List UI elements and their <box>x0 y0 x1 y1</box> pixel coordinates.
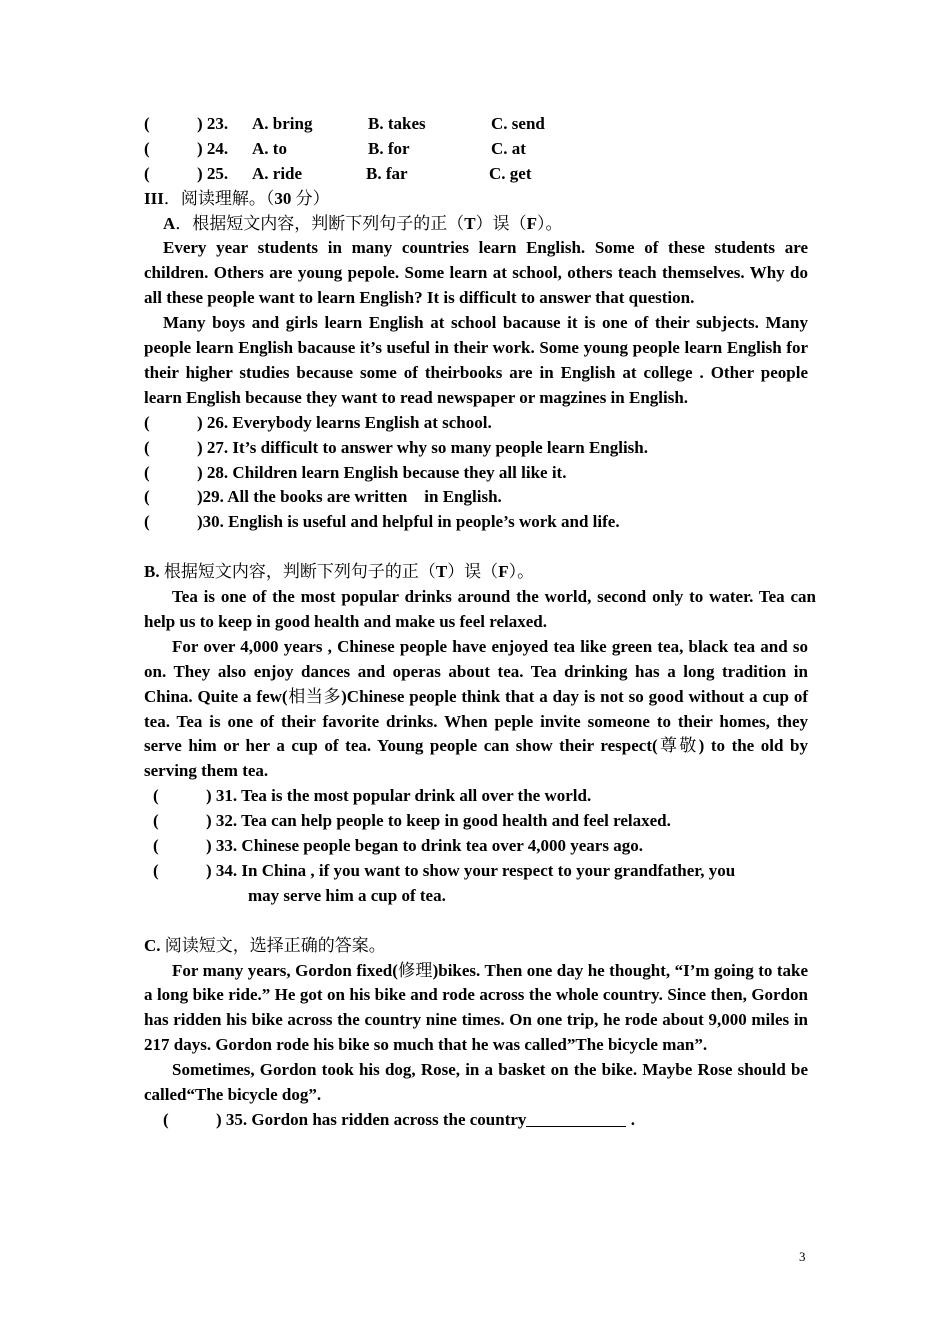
section-roman: III <box>144 188 164 208</box>
instruction-text: ）误（ <box>447 562 499 582</box>
question-29 <box>144 485 808 510</box>
answer-paren: ( <box>153 811 159 831</box>
option-b: B. far <box>366 163 408 183</box>
question-text: ) 26. Everybody learns English at school. <box>197 412 492 432</box>
option-c: C. at <box>491 138 526 158</box>
question-number: ) 23. <box>197 114 229 133</box>
option-a: A. ride <box>252 163 303 183</box>
passage-c-paragraph-1 <box>144 959 808 1059</box>
answer-blank[interactable] <box>526 1108 626 1127</box>
instruction-text: 阅读短文，选择正确的答案。 <box>160 935 386 955</box>
option-a: A. to <box>252 138 287 158</box>
passage-text: For many years, Gordon fixed( <box>172 960 398 980</box>
answer-paren: ( <box>153 836 159 856</box>
question-text: ) 34. In China , if you want to show your respect to your grandfather, you <box>206 860 736 880</box>
document-page <box>144 112 816 1133</box>
question-number: ) 24. <box>197 138 229 158</box>
option-a: A. bring <box>252 114 313 133</box>
question-27 <box>144 436 808 461</box>
question-text: ) 28. Children learn English because they all like it. <box>197 462 567 482</box>
question-26 <box>144 411 808 436</box>
false-mark: F <box>498 562 509 582</box>
gloss-text: 尊敬 <box>657 736 699 756</box>
passage-text: ) to the old by serving them tea. <box>144 736 808 781</box>
answer-paren: ( <box>144 114 150 133</box>
question-35 <box>144 1108 808 1133</box>
section-tail: 分） <box>291 188 330 208</box>
passage-text: For over 4,000 years , Chinese people have enjoyed tea like green tea, black tea and so on. They also enjoy dances and operas about tea. Tea drinking has a long tradition in China. Quite a few( <box>144 636 808 706</box>
choice-item-23 <box>144 112 808 137</box>
passage-a-paragraph-2: Many boys and girls learn English at school bacause it is one of their subjects. Many people learn English bacause it’s useful in their work. Some young people learn English for their higher studies because some of theirbooks are in English at college . Other people learn English because they want to read newspaper or magzines in English. <box>144 313 808 407</box>
question-34-continued: may serve him a cup of tea. <box>248 885 446 905</box>
question-end: . <box>626 1109 635 1129</box>
passage-b-paragraph-1: Tea is one of the most popular drinks around the world, second only to water. Tea can help us to keep in good health and make us feel relaxed. <box>144 587 816 631</box>
question-number: ) 25. <box>197 163 229 183</box>
question-text: )29. All the books are written in English. <box>197 487 502 507</box>
passage-b-paragraph-2 <box>144 635 808 784</box>
part-label: B. <box>144 562 160 582</box>
question-28 <box>144 461 808 486</box>
false-mark: F <box>526 213 538 233</box>
page-number: 3 <box>799 1249 806 1264</box>
question-30 <box>144 510 808 535</box>
choice-item-24 <box>144 137 808 162</box>
true-mark: T <box>464 213 476 233</box>
instruction-text: ）。 <box>508 562 535 582</box>
question-text: ) 33. Chinese people began to drink tea over 4,000 years ago. <box>206 836 643 856</box>
answer-paren: ( <box>153 786 159 806</box>
instruction-text: ）。 <box>537 213 563 233</box>
question-32 <box>144 809 808 834</box>
true-mark: T <box>435 562 448 582</box>
question-text: ) 35. Gordon has ridden across the country <box>216 1109 527 1129</box>
question-33 <box>144 834 808 859</box>
part-label: A <box>163 213 176 233</box>
passage-text: )Chinese people think that a day is not so good without a cup of tea. Tea is one of their favorite drinks. When peple invite someone to their homes, they serve him or her a cup of tea. Young people can show their respect( <box>144 686 808 756</box>
question-text: ) 32. Tea can help people to keep in good health and feel relaxed. <box>206 811 671 831</box>
instruction-text: ．根据短文内容，判断下列句子的正（ <box>175 213 465 233</box>
part-a-instruction <box>144 212 808 237</box>
question-34 <box>144 859 808 884</box>
passage-a-paragraph-1: Every year students in many countries learn English. Some of these students are children. Others are young pepole. Some learn at school, others teach themselves. Why do all these people want to learn English? It is difficult to answer that question. <box>144 238 808 308</box>
answer-paren: ( <box>144 412 150 432</box>
section-text: ．阅读理解。（ <box>163 188 275 208</box>
passage-text: )bikes. Then one day he thought, “I’m going to take a long bike ride.” He got on his bike and rode across the whole country. Since then, Gordon has ridden his bike across the country nine times. On one trip, he rode about 9,000 miles in 217 days. Gordon rode his bike so much that he was called”The bicycle man”. <box>144 960 808 1055</box>
question-text: ) 27. It’s difficult to answer why so many people learn English. <box>197 437 648 457</box>
answer-paren: ( <box>153 860 159 880</box>
part-c-instruction <box>144 934 808 959</box>
section-heading <box>144 187 808 212</box>
answer-paren: ( <box>144 163 150 183</box>
question-text: ) 31. Tea is the most popular drink all over the world. <box>206 786 592 806</box>
answer-paren: ( <box>144 512 150 532</box>
option-c: C. send <box>491 114 545 133</box>
question-text: )30. English is useful and helpful in people’s work and life. <box>197 512 620 532</box>
part-label: C. <box>144 935 161 955</box>
answer-paren: ( <box>144 487 150 507</box>
answer-paren: ( <box>144 462 150 482</box>
answer-paren: ( <box>144 437 150 457</box>
answer-paren: ( <box>163 1109 169 1129</box>
question-31 <box>144 784 808 809</box>
instruction-text: 根据短文内容，判断下列句子的正（ <box>159 562 436 582</box>
option-c: C. get <box>489 163 532 183</box>
option-b: B. for <box>368 138 410 158</box>
option-b: B. takes <box>368 114 426 133</box>
answer-paren: ( <box>144 138 150 158</box>
section-score: 30 <box>274 188 292 208</box>
instruction-text: ）误（ <box>475 213 527 233</box>
gloss-text: 相当多 <box>287 686 342 706</box>
part-b-instruction <box>144 560 808 585</box>
choice-item-25 <box>144 162 808 187</box>
gloss-text: 修理 <box>397 960 433 980</box>
passage-c-paragraph-2: Sometimes, Gordon took his dog, Rose, in a basket on the bike. Maybe Rose should be called“The bicycle dog”. <box>144 1060 808 1105</box>
